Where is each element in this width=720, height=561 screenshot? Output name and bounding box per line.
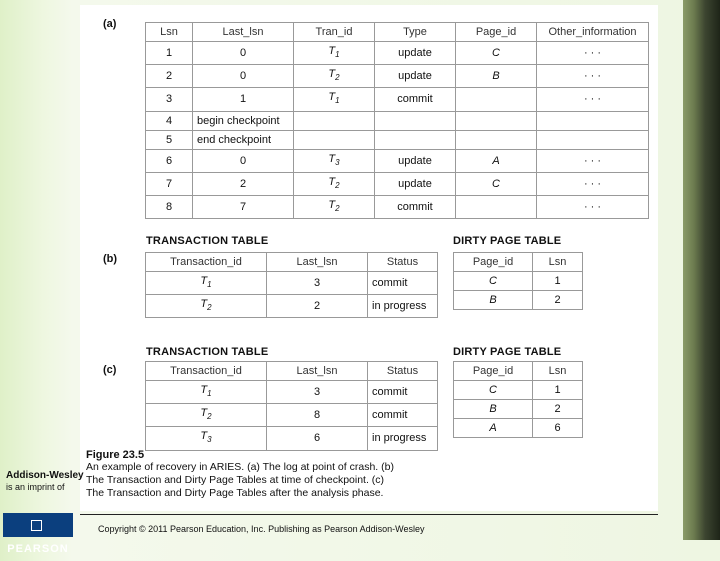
table-cell: 8 xyxy=(267,404,368,427)
table-cell: 2 xyxy=(533,400,583,419)
table-row xyxy=(146,427,438,450)
b-dirty-header-page-id: Page_id xyxy=(454,253,533,272)
side-decoration-bar xyxy=(683,0,720,540)
table-row xyxy=(146,404,438,427)
table-cell: in progress xyxy=(368,295,438,318)
log-cell xyxy=(375,111,456,130)
table-cell: 6 xyxy=(267,427,368,450)
table-row xyxy=(454,291,583,310)
log-cell: 1 xyxy=(193,88,294,111)
log-row xyxy=(146,88,649,111)
log-row xyxy=(146,149,649,172)
pearson-logo xyxy=(3,513,73,555)
b-transaction-header-row xyxy=(146,253,438,272)
log-row xyxy=(146,130,649,149)
table-cell: $T_2$ xyxy=(146,295,267,318)
c-transaction-table xyxy=(145,361,438,451)
table-cell: 3 xyxy=(267,272,368,295)
table-row xyxy=(146,272,438,295)
log-row xyxy=(146,195,649,218)
log-cell: 6 xyxy=(146,149,193,172)
figure-caption-line-2: The Transaction and Dirty Page Tables at time of checkpoint. (c) xyxy=(86,474,385,486)
log-cell: 4 xyxy=(146,111,193,130)
log-cell xyxy=(375,130,456,149)
c-trans-header-id: Transaction_id xyxy=(146,362,267,381)
table-cell: 6 xyxy=(533,419,583,438)
figure-title: Figure 23.5 xyxy=(86,449,145,461)
imprint-text: is an imprint of xyxy=(6,482,65,492)
log-header-tran-id: Tran_id xyxy=(294,23,375,42)
log-cell xyxy=(456,195,537,218)
log-cell xyxy=(537,130,649,149)
log-cell: end checkpoint xyxy=(193,130,294,149)
log-cell: 0 xyxy=(193,65,294,88)
table-row xyxy=(454,381,583,400)
log-cell: 0 xyxy=(193,42,294,65)
c-dirty-header-page-id: Page_id xyxy=(454,362,533,381)
c-dirty-header-row xyxy=(454,362,583,381)
log-cell: B xyxy=(456,65,537,88)
log-header-row xyxy=(146,23,649,42)
label-a: (a) xyxy=(103,18,117,30)
log-table xyxy=(145,22,649,219)
table-cell: $T_1$ xyxy=(146,381,267,404)
b-dirty-page-table-title: DIRTY PAGE TABLE xyxy=(453,235,562,247)
log-cell: 2 xyxy=(146,65,193,88)
b-dirty-header-lsn: Lsn xyxy=(533,253,583,272)
log-header-page-id: Page_id xyxy=(456,23,537,42)
pearson-mark-icon xyxy=(31,520,42,531)
log-cell: 1 xyxy=(146,42,193,65)
log-cell: A xyxy=(456,149,537,172)
log-row xyxy=(146,172,649,195)
log-row xyxy=(146,42,649,65)
figure-caption-line-3: The Transaction and Dirty Page Tables after the analysis phase. xyxy=(86,487,384,499)
log-cell: $T_2$ xyxy=(294,65,375,88)
log-cell: · · · xyxy=(537,172,649,195)
log-cell: commit xyxy=(375,88,456,111)
table-row xyxy=(454,419,583,438)
log-cell: update xyxy=(375,42,456,65)
copyright-text: Copyright © 2011 Pearson Education, Inc. Publishing as Pearson Addison-Wesley xyxy=(98,524,425,534)
table-cell: $T_3$ xyxy=(146,427,267,450)
b-transaction-table xyxy=(145,252,438,318)
table-cell: commit xyxy=(368,272,438,295)
log-cell xyxy=(456,111,537,130)
log-header-type: Type xyxy=(375,23,456,42)
table-row xyxy=(454,272,583,291)
log-cell: 0 xyxy=(193,149,294,172)
c-trans-header-last-lsn: Last_lsn xyxy=(267,362,368,381)
label-c: (c) xyxy=(103,364,117,376)
c-trans-header-status: Status xyxy=(368,362,438,381)
table-cell: B xyxy=(454,291,533,310)
log-cell: update xyxy=(375,149,456,172)
log-header-last-lsn: Last_lsn xyxy=(193,23,294,42)
log-cell: 7 xyxy=(146,172,193,195)
table-row xyxy=(146,295,438,318)
b-dirty-page-table xyxy=(453,252,583,310)
log-cell: update xyxy=(375,65,456,88)
log-row xyxy=(146,65,649,88)
table-cell: A xyxy=(454,419,533,438)
log-header-lsn: Lsn xyxy=(146,23,193,42)
table-cell: C xyxy=(454,272,533,291)
log-cell: $T_1$ xyxy=(294,88,375,111)
table-cell: 1 xyxy=(533,272,583,291)
table-row xyxy=(146,381,438,404)
label-b: (b) xyxy=(103,253,118,265)
pearson-logo-text: PEARSON xyxy=(7,543,69,555)
table-cell: 2 xyxy=(533,291,583,310)
log-cell: 3 xyxy=(146,88,193,111)
table-cell: 3 xyxy=(267,381,368,404)
log-cell: $T_3$ xyxy=(294,149,375,172)
log-cell: · · · xyxy=(537,195,649,218)
b-dirty-header-row xyxy=(454,253,583,272)
log-cell: $T_1$ xyxy=(294,42,375,65)
log-cell: $T_2$ xyxy=(294,195,375,218)
table-cell: $T_1$ xyxy=(146,272,267,295)
log-cell: · · · xyxy=(537,149,649,172)
log-cell: · · · xyxy=(537,65,649,88)
log-cell xyxy=(537,111,649,130)
log-cell: $T_2$ xyxy=(294,172,375,195)
log-cell: 5 xyxy=(146,130,193,149)
table-cell: B xyxy=(454,400,533,419)
figure-caption-line-1: An example of recovery in ARIES. (a) The log at point of crash. (b) xyxy=(86,461,394,473)
table-cell: commit xyxy=(368,381,438,404)
log-cell: update xyxy=(375,172,456,195)
c-dirty-page-table xyxy=(453,361,583,438)
log-cell: 8 xyxy=(146,195,193,218)
log-cell xyxy=(294,111,375,130)
log-header-other-info: Other_information xyxy=(537,23,649,42)
c-dirty-page-table-title: DIRTY PAGE TABLE xyxy=(453,346,562,358)
log-cell xyxy=(456,130,537,149)
c-transaction-header-row xyxy=(146,362,438,381)
b-transaction-table-title: TRANSACTION TABLE xyxy=(146,235,269,247)
log-cell xyxy=(294,130,375,149)
log-cell: C xyxy=(456,172,537,195)
b-trans-header-status: Status xyxy=(368,253,438,272)
b-trans-header-id: Transaction_id xyxy=(146,253,267,272)
table-cell: commit xyxy=(368,404,438,427)
table-cell: 2 xyxy=(267,295,368,318)
log-cell: · · · xyxy=(537,88,649,111)
log-cell: 7 xyxy=(193,195,294,218)
table-cell: in progress xyxy=(368,427,438,450)
c-dirty-header-lsn: Lsn xyxy=(533,362,583,381)
log-row xyxy=(146,111,649,130)
table-cell: 1 xyxy=(533,381,583,400)
log-cell: commit xyxy=(375,195,456,218)
log-cell: C xyxy=(456,42,537,65)
table-cell: C xyxy=(454,381,533,400)
footer-divider xyxy=(80,514,658,515)
c-transaction-table-title: TRANSACTION TABLE xyxy=(146,346,269,358)
b-trans-header-last-lsn: Last_lsn xyxy=(267,253,368,272)
table-cell: $T_2$ xyxy=(146,404,267,427)
log-cell: begin checkpoint xyxy=(193,111,294,130)
log-cell: 2 xyxy=(193,172,294,195)
addison-wesley-logo: Addison-Wesley xyxy=(6,470,84,481)
log-cell xyxy=(456,88,537,111)
table-row xyxy=(454,400,583,419)
log-cell: · · · xyxy=(537,42,649,65)
